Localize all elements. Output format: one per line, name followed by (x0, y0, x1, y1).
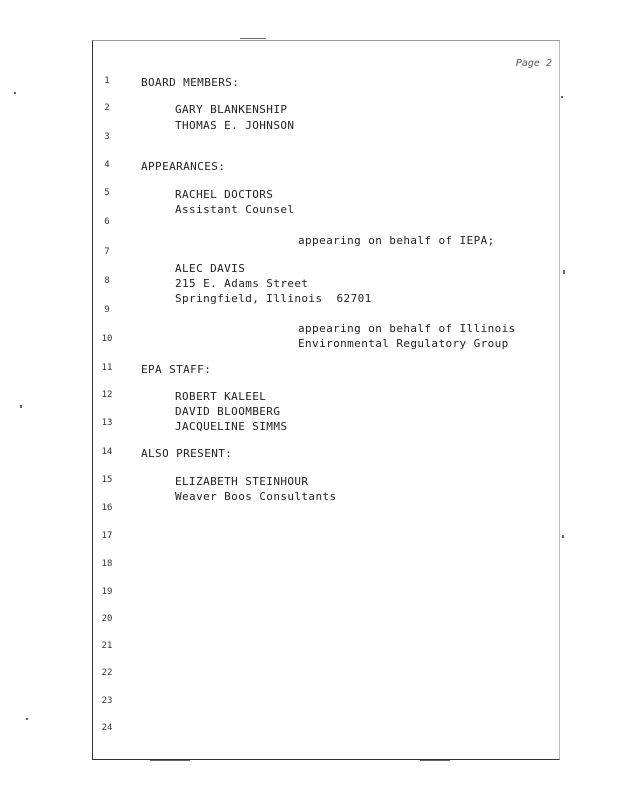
scan-speck (20, 405, 22, 408)
appearance-behalf: appearing on behalf of Illinois (298, 322, 516, 335)
appearance-address: 215 E. Adams Street (175, 277, 309, 290)
section-heading-appearances: APPEARANCES: (141, 160, 226, 173)
line-number: 22 (101, 668, 113, 678)
line-number: 1 (104, 76, 110, 86)
line-number: 24 (101, 723, 113, 733)
line-number: 21 (101, 641, 113, 651)
line-number: 9 (104, 305, 110, 315)
page-number-label: Page 2 (515, 58, 552, 69)
line-number: 16 (101, 503, 113, 513)
scan-speck (561, 96, 563, 98)
staff-name: ROBERT KALEEL (175, 390, 267, 403)
line-number: 3 (104, 132, 110, 142)
scan-speck (14, 92, 16, 94)
board-member-name: GARY BLANKENSHIP (175, 103, 288, 116)
appearance-behalf: Environmental Regulatory Group (298, 337, 509, 350)
line-number: 6 (104, 217, 110, 227)
page-border (92, 40, 560, 760)
appearance-title: Assistant Counsel (175, 203, 295, 216)
line-number: 13 (101, 418, 113, 428)
board-member-name: THOMAS E. JOHNSON (175, 119, 295, 132)
line-number: 23 (101, 696, 113, 706)
scan-speck (563, 270, 565, 274)
line-number: 5 (104, 188, 110, 198)
line-number: 10 (101, 334, 113, 344)
scan-speck (240, 38, 266, 39)
line-number: 19 (101, 587, 113, 597)
appearance-address: Springfield, Illinois 62701 (175, 292, 372, 305)
staff-name: DAVID BLOOMBERG (175, 405, 281, 418)
line-number: 2 (104, 103, 110, 113)
scan-speck (150, 760, 190, 761)
line-number: 17 (101, 531, 113, 541)
section-heading-epa-staff: EPA STAFF: (141, 363, 212, 376)
attendee-organization: Weaver Boos Consultants (175, 490, 337, 503)
scan-speck (562, 535, 564, 538)
line-number: 15 (101, 475, 113, 485)
line-number: 7 (104, 247, 110, 257)
attendee-name: ELIZABETH STEINHOUR (175, 475, 309, 488)
section-heading-board-members: BOARD MEMBERS: (141, 76, 240, 89)
section-heading-also-present: ALSO PRESENT: (141, 447, 233, 460)
line-number: 4 (104, 160, 110, 170)
staff-name: JACQUELINE SIMMS (175, 420, 288, 433)
appearance-name: ALEC DAVIS (175, 262, 246, 275)
line-number: 8 (104, 276, 110, 286)
line-number: 20 (101, 614, 113, 624)
line-number: 11 (101, 363, 113, 373)
line-number: 14 (101, 447, 113, 457)
line-number: 18 (101, 559, 113, 569)
appearance-behalf: appearing on behalf of IEPA; (298, 234, 495, 247)
line-number: 12 (101, 390, 113, 400)
appearance-name: RACHEL DOCTORS (175, 188, 274, 201)
scan-speck (26, 718, 28, 720)
scan-speck (420, 760, 450, 761)
